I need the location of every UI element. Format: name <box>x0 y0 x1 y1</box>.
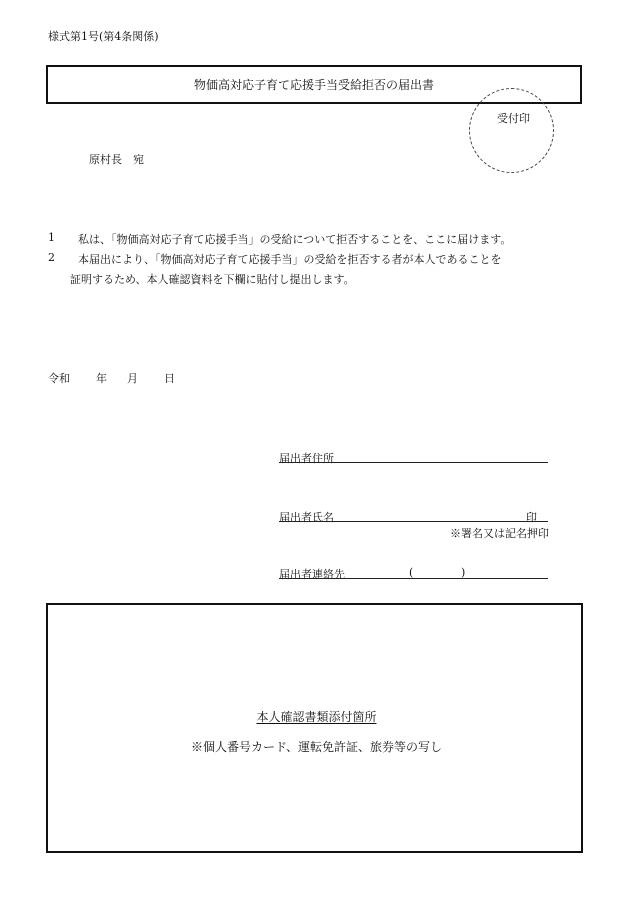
id-document-attachment-box <box>46 603 583 853</box>
signature-note: ※署名又は記名押印 <box>450 527 549 540</box>
date-line <box>48 370 175 386</box>
id-section-title-wrap <box>48 708 585 725</box>
name-label: 届出者氏名 <box>279 511 334 524</box>
addressee: 原村長 宛 <box>89 153 144 166</box>
date-year: 年 <box>96 372 107 385</box>
form-number: 様式第1号(第4条関係) <box>48 30 159 43</box>
name-field-line[interactable] <box>279 521 548 522</box>
reception-stamp-label: 受付印 <box>497 112 530 125</box>
statement-1-text: 私は、「物価高対応子育て応援手当」の受給について拒否することを、ここに届けます。 <box>78 233 512 246</box>
statement-2-number: 2 <box>48 251 55 264</box>
contact-label: 届出者連絡先 <box>279 568 345 581</box>
address-label: 届出者住所 <box>279 452 334 465</box>
reception-stamp-circle <box>469 88 554 173</box>
address-field-line[interactable] <box>279 462 548 463</box>
id-section-note: ※個人番号カード、運転免許証、旅券等の写し <box>191 740 442 754</box>
contact-paren-open: ( <box>409 566 414 579</box>
statement-1-number: 1 <box>48 231 55 244</box>
contact-field-line[interactable] <box>279 578 548 579</box>
statement-2-text: 本届出により、「物価高対応子育て応援手当」の受給を拒否する者が本人であることを <box>78 253 502 266</box>
statement-2-text-cont: 証明するため、本人確認資料を下欄に貼付し提出します。 <box>70 273 355 286</box>
date-era: 令和 <box>48 372 70 385</box>
id-section-title: 本人確認書類添付箇所 <box>256 710 377 724</box>
seal-mark: 印 <box>526 511 537 524</box>
date-day: 日 <box>164 372 175 385</box>
form-title: 物価高対応子育て応援手当受給拒否の届出書 <box>193 78 434 92</box>
contact-paren-close: ) <box>461 566 466 579</box>
date-month: 月 <box>127 372 138 385</box>
